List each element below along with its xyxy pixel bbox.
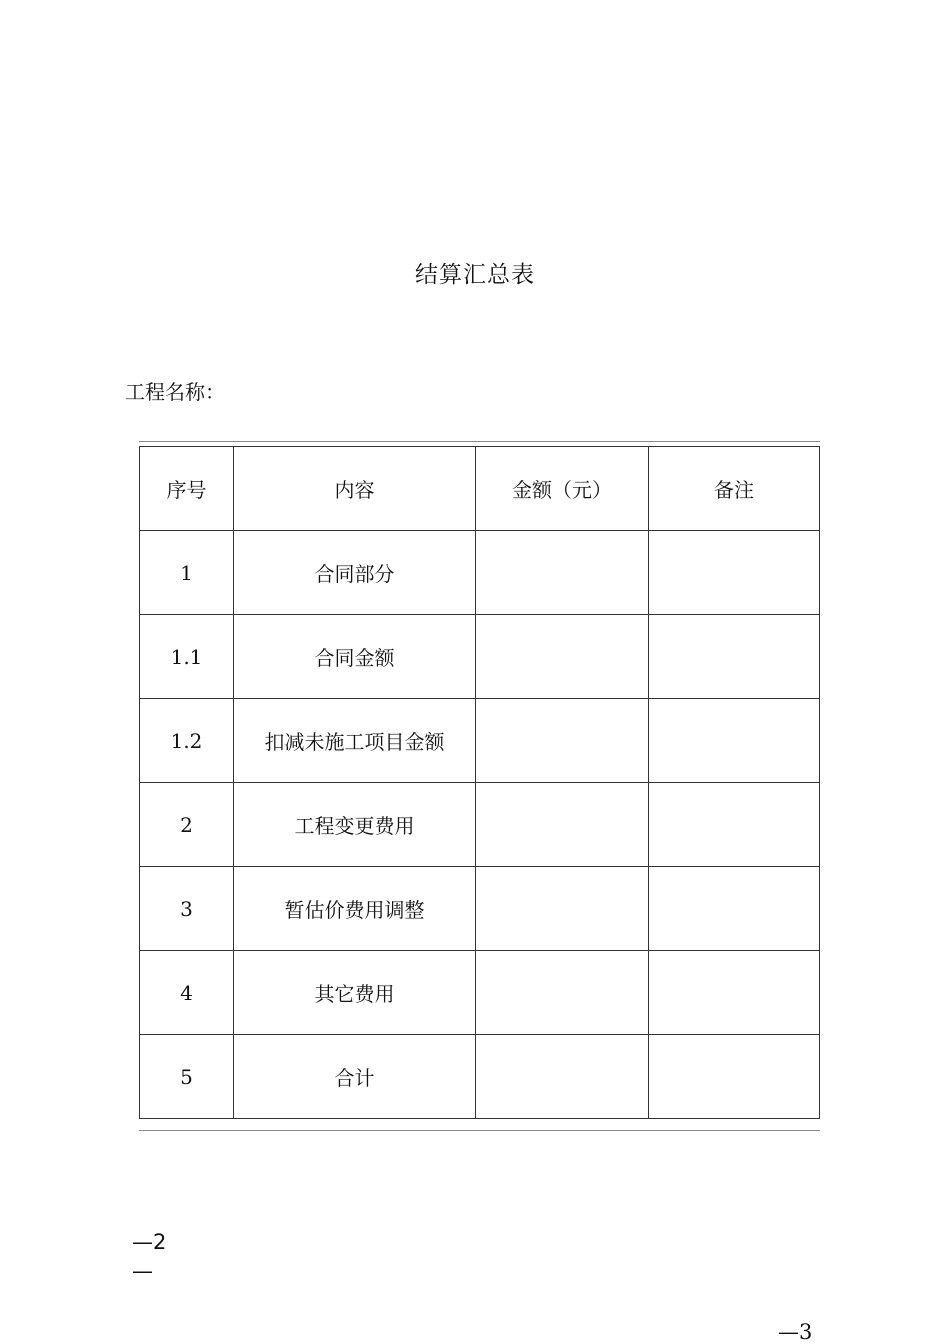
row-amount [476,1035,649,1119]
page-number-left-dash: — [132,1259,153,1283]
page-number-left: —2 [132,1230,167,1254]
table-row [140,615,820,699]
row-remark [649,951,820,1035]
row-remark [649,1035,820,1119]
table-row [140,867,820,951]
table-row [140,699,820,783]
header-amount: 金额（元） [476,447,649,531]
row-content: 合同金额 [234,615,476,699]
row-content: 合计 [234,1035,476,1119]
row-remark [649,615,820,699]
header-no: 序号 [140,447,234,531]
header-remark: 备注 [649,447,820,531]
header-content: 内容 [234,447,476,531]
row-amount [476,699,649,783]
row-remark [649,867,820,951]
page-title: 结算汇总表 [415,262,535,288]
table-row [140,1035,820,1119]
page-number-right: —3 [778,1320,813,1344]
row-remark [649,699,820,783]
row-content: 合同部分 [234,531,476,615]
row-no: 1.2 [140,699,234,783]
table-row [140,783,820,867]
row-amount [476,867,649,951]
table-row [140,951,820,1035]
summary-table-container [139,441,820,1132]
settlement-summary-table [139,446,820,1119]
row-content: 其它费用 [234,951,476,1035]
table-top-rule [139,441,820,442]
table-row [140,531,820,615]
project-name-label: 工程名称： [125,380,225,404]
row-amount [476,531,649,615]
row-content: 工程变更费用 [234,783,476,867]
row-content: 暂估价费用调整 [234,867,476,951]
table-header-row [140,447,820,531]
row-no: 4 [140,951,234,1035]
row-amount [476,615,649,699]
row-no: 1 [140,531,234,615]
table-bottom-rule [139,1130,820,1131]
row-no: 3 [140,867,234,951]
row-amount [476,783,649,867]
row-no: 5 [140,1035,234,1119]
row-remark [649,783,820,867]
row-amount [476,951,649,1035]
row-no: 2 [140,783,234,867]
row-remark [649,531,820,615]
row-content: 扣减未施工项目金额 [234,699,476,783]
row-no: 1.1 [140,615,234,699]
